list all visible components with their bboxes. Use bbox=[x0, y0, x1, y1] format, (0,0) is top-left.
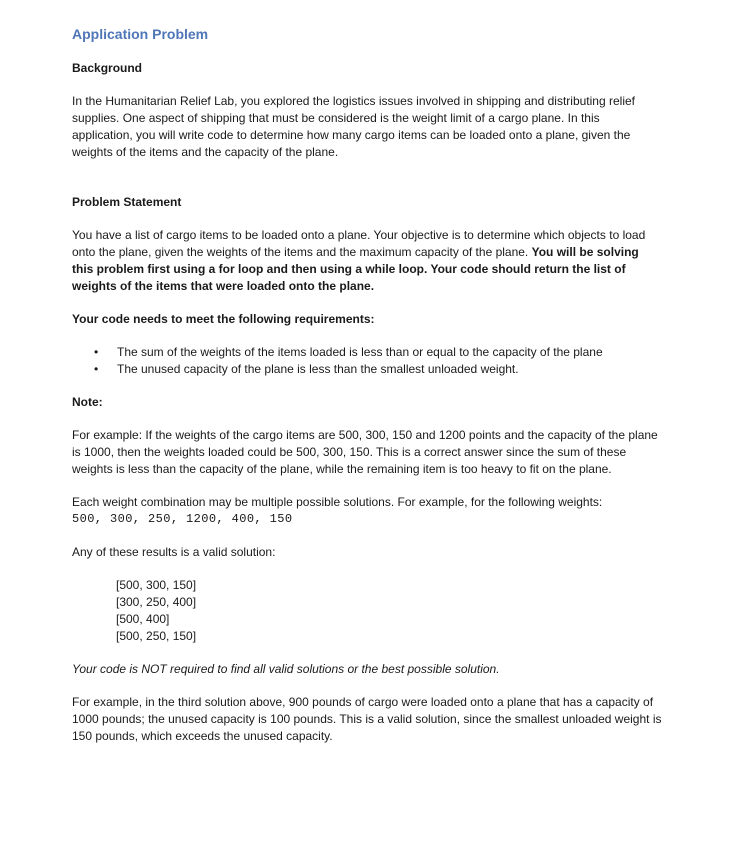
requirement-item bbox=[94, 361, 662, 378]
note-heading: Note: bbox=[72, 395, 103, 409]
solution-item: [500, 400] bbox=[116, 612, 170, 626]
not-required-note: Your code is NOT required to find all valid solutions or the best possible solution. bbox=[72, 662, 500, 676]
valid-solutions-intro: Any of these results is a valid solution: bbox=[72, 545, 276, 559]
combination-intro: Each weight combination may be multiple possible solutions. For example, for the following weights: bbox=[72, 495, 603, 509]
page-title: Application Problem bbox=[72, 26, 209, 42]
combination-weights: 500, 300, 250, 1200, 400, 150 bbox=[72, 512, 293, 526]
bullet-icon: • bbox=[94, 362, 99, 376]
requirements-heading: Your code needs to meet the following requirements: bbox=[72, 312, 375, 326]
problem-statement-heading: Problem Statement bbox=[72, 195, 182, 209]
solution-item: [500, 250, 150] bbox=[116, 629, 197, 643]
bullet-icon: • bbox=[94, 345, 99, 359]
background-paragraph: In the Humanitarian Relief Lab, you explored the logistics issues involved in shipping and distributing relief supplies. One aspect of shipping that must be considered is the weight limit of a cargo plane. In this application, you will write code to determine how many cargo items can be loaded onto a plane, given the weights of the items and the capacity of the plane. bbox=[72, 94, 635, 159]
background-heading: Background bbox=[72, 61, 143, 75]
example-explanation: For example, in the third solution above, 900 pounds of cargo were loaded onto a plane that has a capacity of 1000 pounds; the unused capacity is 100 pounds. This is a valid solution, since the smallest unloaded weight is 150 pounds, which exceeds the unused capacity. bbox=[72, 695, 662, 743]
example-paragraph: For example: If the weights of the cargo items are 500, 300, 150 and 1200 points and the capacity of the plane is 1000, then the weights loaded could be 500, 300, 150. This is a correct answer since the sum of these weights is less than the capacity of the plane, while the remaining item is too heavy to fit on the plane. bbox=[72, 428, 658, 476]
document-page bbox=[72, 24, 662, 745]
requirement-text: The sum of the weights of the items loaded is less than or equal to the capacity of the plane bbox=[117, 345, 603, 359]
requirement-text: The unused capacity of the plane is less than the smallest unloaded weight. bbox=[117, 362, 519, 376]
problem-statement-text: You have a list of cargo items to be loaded onto a plane. Your objective is to determine which objects to load onto the plane, given the weights of the items and the maximum capacity of the plane. bbox=[72, 228, 646, 259]
problem-statement-bold-text: You will be solving this problem first using a for loop and then using a while loop. Your code should return the list of weights of the items that were loaded onto the plane. bbox=[72, 245, 639, 293]
requirements-list bbox=[72, 344, 662, 378]
solution-item: [500, 300, 150] bbox=[116, 578, 197, 592]
solutions-list bbox=[72, 577, 662, 645]
requirement-item bbox=[94, 344, 662, 361]
solution-item: [300, 250, 400] bbox=[116, 595, 197, 609]
problem-statement-paragraph bbox=[72, 227, 662, 295]
